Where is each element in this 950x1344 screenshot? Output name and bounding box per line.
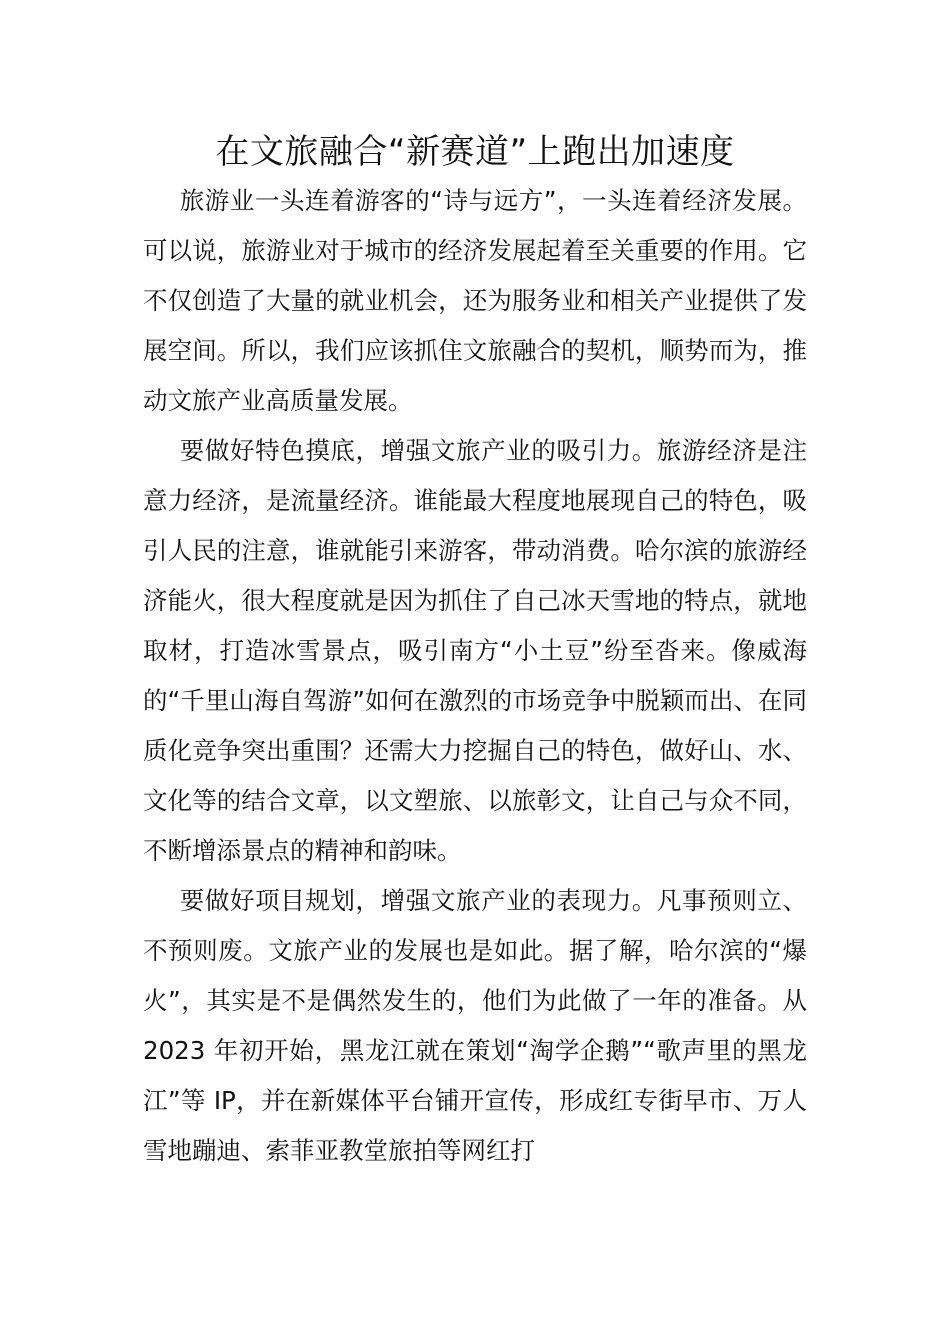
document-body — [143, 176, 807, 1176]
paragraph-planning: 要做好项目规划，增强文旅产业的表现力。凡事预则立、不预则废。文旅产业的发展也是如此。据了解，哈尔滨的“爆火”，其实是不是偶然发生的，他们为此做了一年的准备。从 2023 年初开始，黑龙江就在策划“淘学企鹅”“歌声里的黑龙江”等 IP，并在新媒体平台铺开宣传，形成红专街早市、万人雪地蹦迪、索菲亚教堂旅拍等网红打 — [143, 886, 807, 1165]
document-title: 在文旅融合“新赛道”上跑出加速度 — [215, 132, 735, 172]
paragraph-features: 要做好特色摸底，增强文旅产业的吸引力。旅游经济是注意力经济，是流量经济。谁能最大程度地展现自己的特色，吸引人民的注意，谁就能引来游客，带动消费。哈尔滨的旅游经济能火，很大程度就是因为抓住了自己冰天雪地的特点，就地取材，打造冰雪景点，吸引南方“小土豆”纷至沓来。像威海的“千里山海自驾游”如何在激烈的市场竞争中脱颖而出、在同质化竞争突出重围？还需大力挖掘自己的特色，做好山、水、文化等的结合文章，以文塑旅、以旅彰文，让自己与众不同，不断增添景点的精神和韵味。 — [143, 436, 807, 865]
paragraph-intro: 旅游业一头连着游客的“诗与远方”，一头连着经济发展。可以说，旅游业对于城市的经济发展起着至关重要的作用。它不仅创造了大量的就业机会，还为服务业和相关产业提供了发展空间。所以，我们应该抓住文旅融合的契机，顺势而为，推动文旅产业高质量发展。 — [143, 186, 807, 415]
